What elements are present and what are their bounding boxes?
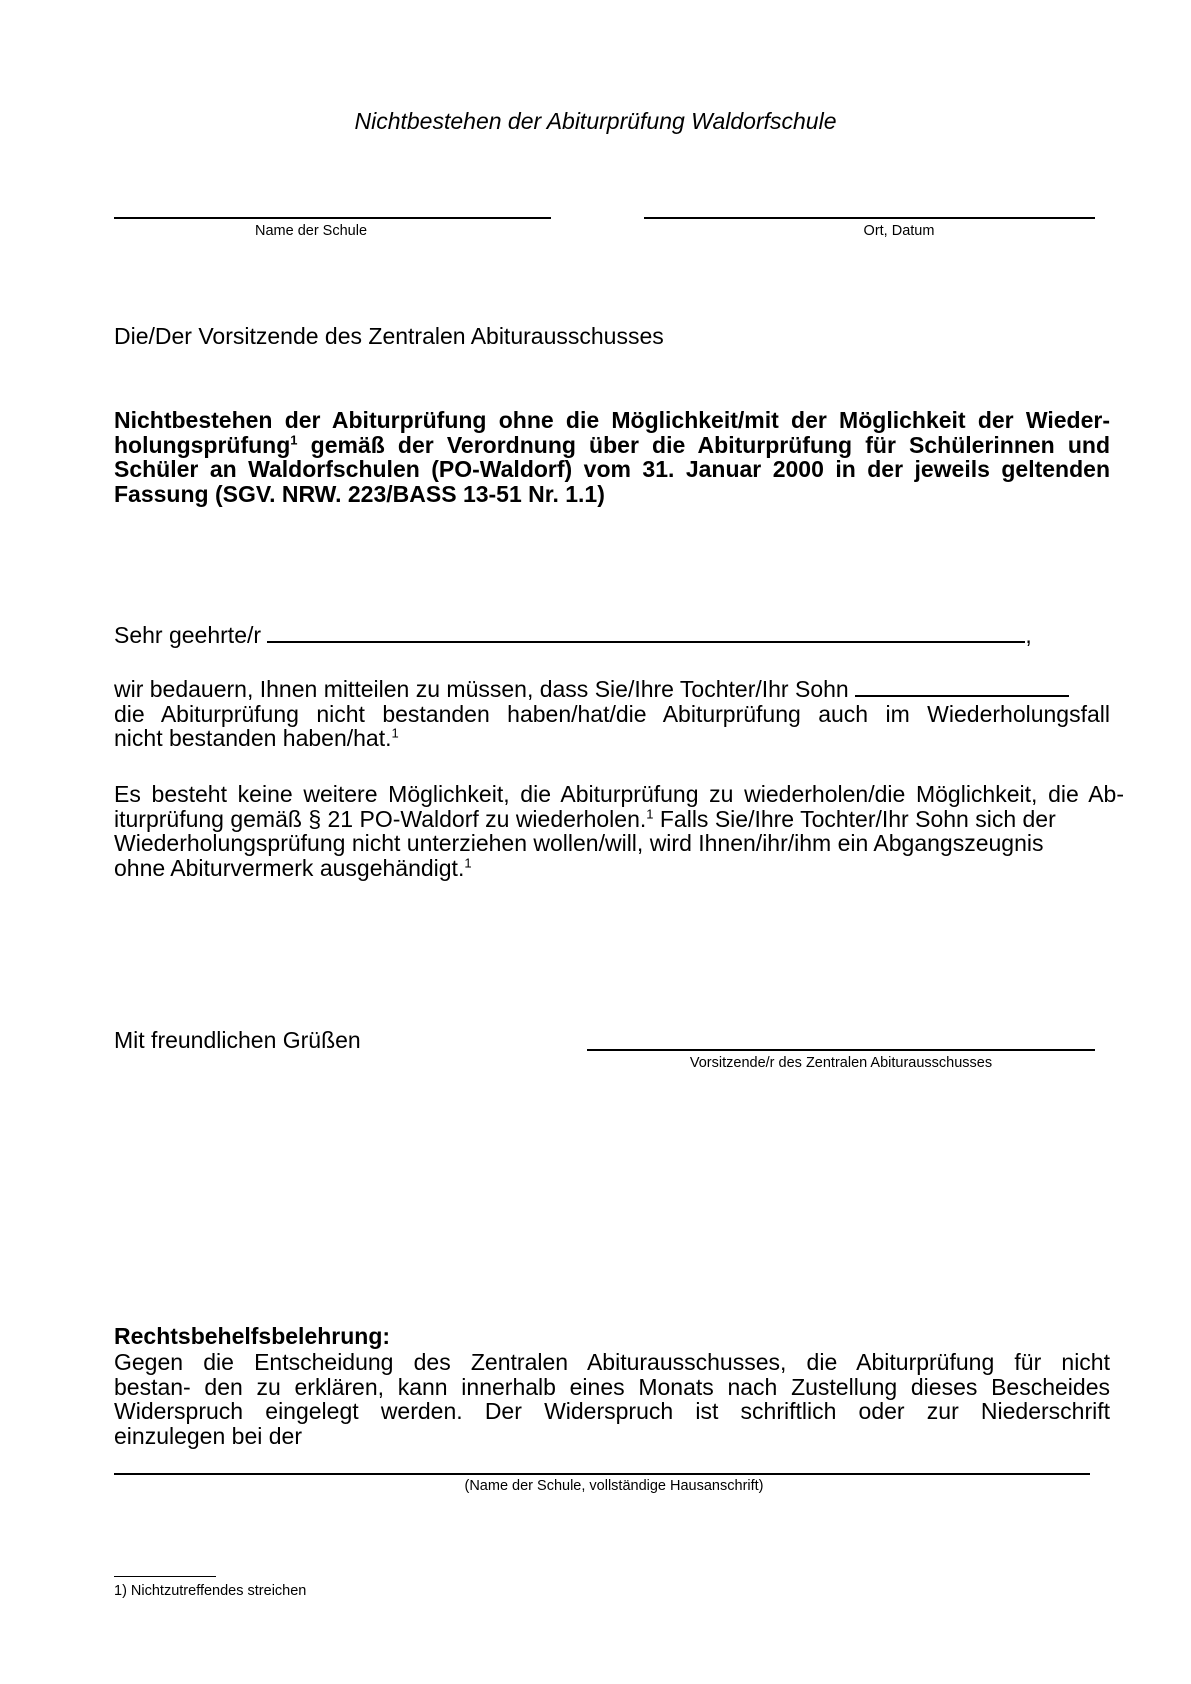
subject-line-4: Fassung (SGV. NRW. 223/BASS 13-51 Nr. 1.1) bbox=[114, 480, 605, 507]
paragraph-2-line-4 bbox=[114, 856, 1124, 881]
document-title: Nichtbestehen der Abiturprüfung Waldorfschule bbox=[354, 108, 837, 134]
subject-line-2 bbox=[114, 433, 1110, 458]
paragraph-2-line-1: Es besteht keine weitere Möglichkeit, die Abiturprüfung zu wiederholen/die Möglichkeit, die Ab- bbox=[114, 781, 1124, 807]
paragraph-1-line-2: die Abiturprüfung nicht bestanden haben/hat/die Abiturprüfung auch im Wiederholungsfall bbox=[114, 700, 1110, 727]
paragraph-1 bbox=[114, 677, 1110, 751]
legal-heading: Rechtsbehelfsbelehrung: bbox=[114, 1323, 391, 1349]
paragraph-2-line-2-b: Falls Sie/Ihre Tochter/Ihr Sohn sich der bbox=[653, 805, 1056, 832]
paragraph-2-line-4-text: ohne Abiturvermerk ausgehändigt. bbox=[114, 854, 465, 881]
paragraph-1-line-3-text: nicht bestanden haben/hat. bbox=[114, 725, 392, 751]
address-label: (Name der Schule, vollständige Hausanschrift) bbox=[464, 1478, 764, 1494]
legal-line-2: bestan- den zu erklären, kann innerhalb eines Monats nach Zustellung dieses Bescheides bbox=[114, 1373, 1110, 1400]
signature-label: Vorsitzende/r des Zentralen Abiturausschusses bbox=[689, 1055, 993, 1071]
school-name-label: Name der Schule bbox=[254, 223, 368, 239]
subject-line-3: Schüler an Waldorfschulen (PO-Waldorf) vom 31. Januar 2000 in der jeweils geltenden bbox=[114, 456, 1110, 482]
subject-block bbox=[114, 408, 1110, 506]
subject-line-2-a: holungsprüfung bbox=[114, 431, 291, 458]
address-line[interactable] bbox=[114, 1473, 1090, 1475]
salutation-suffix: , bbox=[1025, 622, 1032, 648]
school-name-line[interactable] bbox=[114, 217, 551, 219]
place-date-label: Ort, Datum bbox=[863, 223, 935, 239]
salutation-prefix: Sehr geehrte/r bbox=[114, 622, 262, 648]
legal-line-4: einzulegen bei der bbox=[114, 1422, 302, 1449]
paragraph-2-line-2-a: iturprüfung gemäß § 21 PO-Waldorf zu wiederholen. bbox=[114, 805, 647, 832]
paragraph-1-line-1 bbox=[114, 677, 1110, 702]
subject-line-2-b: gemäß der Verordnung über die Abiturprüfung für Schülerinnen und bbox=[297, 431, 1110, 458]
paragraph-2 bbox=[114, 782, 1124, 880]
salutation bbox=[114, 623, 1044, 648]
legal-line-3: Widerspruch eingelegt werden. Der Widerspruch ist schriftlich oder zur Niederschrift bbox=[114, 1398, 1110, 1424]
paragraph-1-line-1-text: wir bedauern, Ihnen mitteilen zu müssen, dass Sie/Ihre Tochter/Ihr Sohn bbox=[114, 676, 849, 702]
sender-line: Die/Der Vorsitzende des Zentralen Abiturausschusses bbox=[114, 323, 664, 349]
legal-text bbox=[114, 1350, 1110, 1448]
footnote-ref: 1 bbox=[290, 431, 298, 447]
footnote-ref: 1 bbox=[391, 725, 399, 741]
subject-line-1: Nichtbestehen der Abiturprüfung ohne die Möglichkeit/mit der Möglichkeit der Wieder- bbox=[114, 407, 1110, 433]
paragraph-2-line-3: Wiederholungsprüfung nicht unterziehen wollen/will, wird Ihnen/ihr/ihm ein Abgangszeugnis bbox=[114, 830, 1044, 856]
place-date-line[interactable] bbox=[644, 217, 1095, 219]
child-name-line[interactable] bbox=[855, 677, 1069, 697]
footnote-ref: 1 bbox=[464, 854, 472, 870]
signature-line[interactable] bbox=[587, 1049, 1095, 1051]
closing-greeting: Mit freundlichen Grüßen bbox=[114, 1027, 361, 1053]
paragraph-1-line-3 bbox=[114, 726, 1110, 751]
footnote-separator bbox=[114, 1576, 216, 1577]
footnote: 1) Nichtzutreffendes streichen bbox=[114, 1583, 307, 1599]
recipient-name-line[interactable] bbox=[267, 623, 1025, 643]
footnote-ref: 1 bbox=[646, 805, 654, 821]
paragraph-2-line-2 bbox=[114, 807, 1124, 832]
legal-line-1: Gegen die Entscheidung des Zentralen Abiturausschusses, die Abiturprüfung für nicht bbox=[114, 1349, 1110, 1375]
